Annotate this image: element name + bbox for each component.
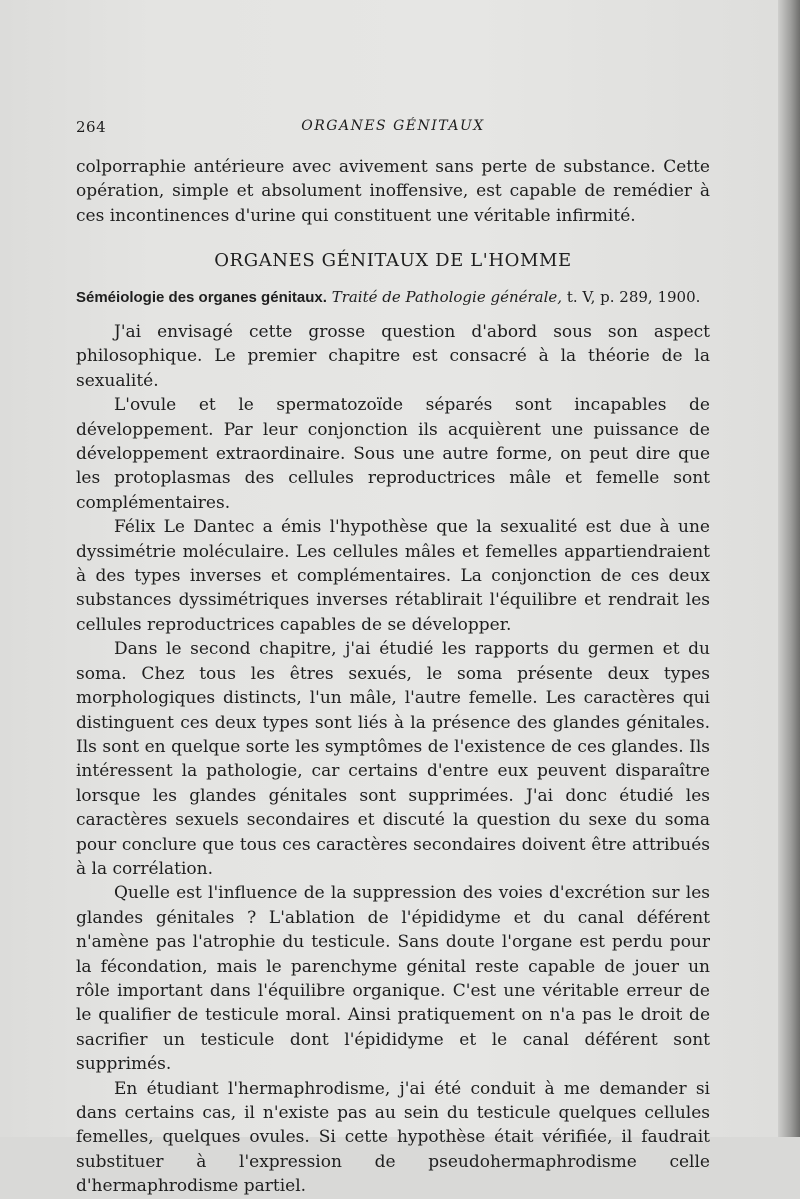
intro-text	[76, 155, 710, 228]
reference-subject: Séméiologie des organes génitaux.	[76, 289, 327, 306]
bibliographic-reference	[76, 288, 710, 306]
page-edge-shadow	[778, 0, 800, 1137]
paragraph: Dans le second chapitre, j'ai étudié les rapports du germen et du soma. Chez tous les êtres sexués, le soma présente deux types morphologiques distincts, l'un mâle, l'autre femelle. Les caractères qui distinguent ces deux types sont liés à la présence des glandes génitales. Ils sont en quelque sorte les symptômes de l'existence de ces glandes. Ils intéressent la pathologie, car certains d'entre eux peuvent disparaître lorsque les glandes génitales sont supprimées. J'ai donc étudié les caractères sexuels secondaires et discuté la question du sexe du soma pour conclure que tous ces caractères secondaires doivent être attribués à la corrélation.	[76, 639, 710, 879]
reference-details: t. V, p. 289, 1900.	[566, 288, 701, 306]
body-text	[76, 320, 710, 1199]
page-number: 264	[76, 118, 107, 136]
paragraph: J'ai envisagé cette grosse question d'abord sous son aspect philosophique. Le premier chapitre est consacré à la théorie de la sexualité.	[76, 322, 710, 391]
running-head	[76, 118, 710, 140]
reference-work: Traité de Pathologie générale,	[331, 288, 563, 306]
paragraph: Félix Le Dantec a émis l'hypothèse que la sexualité est due à une dyssimétrie moléculaire. Les cellules mâles et femelles appartiendraient à des types inverses et complémentaires. La conjonction de ces deux substances dyssimétriques inverses rétablirait l'équilibre et rendrait les cellules reproductrices capables de se développer.	[76, 517, 710, 635]
running-title: ORGANES GÉNITAUX	[301, 118, 485, 134]
paragraph: Quelle est l'influence de la suppression des voies d'excrétion sur les glandes génitales ? L'ablation de l'épididyme et du canal déférent n'amène pas l'atrophie du testicule. Sans doute l'organe est perdu pour la fécondation, mais le parenchyme génital reste capable de jouer un rôle important dans l'équilibre organique. C'est une véritable erreur de le qualifier de testicule moral. Ainsi pratiquement on n'a pas le droit de sacrifier un testicule dont l'épididyme et le canal déférent sont supprimés.	[76, 883, 710, 1075]
paragraph: L'ovule et le spermatozoïde séparés sont incapables de développement. Par leur conjonction ils acquièrent une puissance de développement extraordinaire. Sous une autre forme, on peut dire que les protoplasmas des cellules reproductrices mâle et femelle sont complémentaires.	[76, 395, 710, 513]
paragraph: En étudiant l'hermaphrodisme, j'ai été conduit à me demander si dans certains cas, il n'existe pas au sein du testicule quelques cellules femelles, quelques ovules. Si cette hypothèse était vérifiée, il faudrait substituer à l'expression de pseudohermaphrodisme celle d'hermaphrodisme partiel.	[76, 1078, 710, 1197]
section-title: ORGANES GÉNITAUX DE L'HOMME	[214, 250, 572, 271]
intro-paragraph: colporraphie antérieure avec avivement sans perte de substance. Cette opération, simple et absolument inoffensive, est capable de remédier à ces incontinences d'urine qui constituent une véritable infirmité.	[76, 157, 710, 226]
